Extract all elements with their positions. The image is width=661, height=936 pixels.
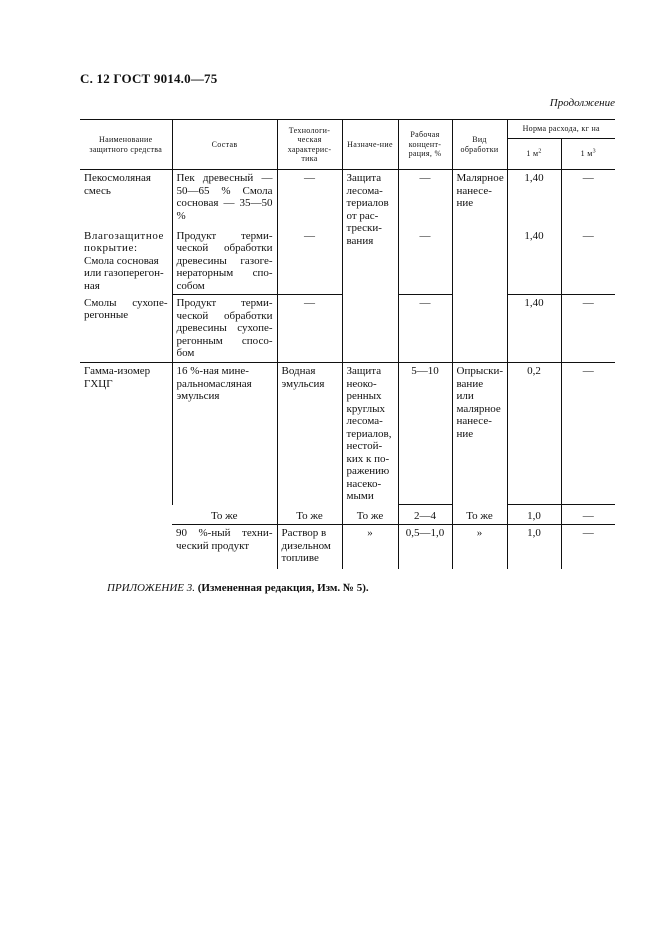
header-tech: Технологи-ческая характерис-тика bbox=[277, 120, 342, 170]
row-m2: 1,40 bbox=[507, 295, 561, 363]
row-m3: — bbox=[561, 505, 615, 525]
row-purpose: Защита неоко-ренных круглых лесома-териалов, нестой-ких к по-ражению насеко-мыми bbox=[342, 363, 398, 505]
row-tech: — bbox=[277, 295, 342, 363]
row-concentration: — bbox=[398, 228, 452, 295]
row-purpose: Защита лесома-териалов от рас-трески-вания bbox=[342, 170, 398, 363]
header-norm-m2: 1 $м^2$ bbox=[507, 139, 561, 170]
row-m2: 1,40 bbox=[507, 170, 561, 228]
header-treatment: Вид обработки bbox=[452, 120, 507, 170]
row-composition: 16 %-ная мине-ральномасляная эмульсия bbox=[172, 363, 277, 505]
header-norm: Норма расхода, кг на bbox=[507, 120, 615, 139]
row-name: Влагозащитное покрытие: Смола сосновая или газоперегон-ная bbox=[84, 229, 165, 292]
row-m2: 1,0 bbox=[507, 505, 561, 525]
row-m3: — bbox=[561, 295, 615, 363]
row-composition: 90 %-ный техни-ческий продукт bbox=[176, 527, 273, 552]
row-composition: То же bbox=[172, 505, 277, 525]
row-tech: То же bbox=[277, 505, 342, 525]
row-m3: — bbox=[561, 170, 615, 228]
header-norm-m3: 1 $м^3$ bbox=[561, 139, 615, 170]
row-treatment: Опрыски-вание или малярное нанесе-ние bbox=[452, 363, 507, 505]
row-composition: Пек древесный — 50—65 % Смола сосновая — 35—50 % bbox=[172, 170, 277, 228]
row-m3: — bbox=[561, 228, 615, 295]
table-row bbox=[80, 363, 615, 505]
row-name: Пекосмоляная смесь bbox=[84, 172, 151, 197]
row-tech: Водная эмульсия bbox=[277, 363, 342, 505]
row-treatment: Малярное нанесе-ние bbox=[452, 170, 507, 363]
header-purpose: Назначе-ние bbox=[342, 120, 398, 170]
row-treatment: То же bbox=[452, 505, 507, 525]
row-m2: 0,2 bbox=[507, 363, 561, 505]
protective-agents-table bbox=[80, 119, 615, 569]
row-concentration: — bbox=[398, 170, 452, 228]
row-treatment: » bbox=[452, 525, 507, 569]
row-purpose: То же bbox=[342, 505, 398, 525]
row-tech: Раствор в дизельном топливе bbox=[277, 525, 342, 569]
row-m3: — bbox=[561, 525, 615, 569]
row-tech: — bbox=[277, 228, 342, 295]
row-composition: Продукт терми-ческой обработки древесины сухопе-регонным спосо-бом bbox=[172, 295, 277, 363]
header-name: Наименование защитного средства bbox=[80, 120, 172, 170]
row-name: Гамма-изомер ГХЦГ bbox=[84, 365, 151, 390]
row-concentration: — bbox=[398, 295, 452, 363]
row-m2: 1,40 bbox=[507, 228, 561, 295]
row-m3: — bbox=[561, 363, 615, 505]
row-m2: 1,0 bbox=[507, 525, 561, 569]
footnote-label: ПРИЛОЖЕНИЕ 3. bbox=[107, 582, 195, 594]
footnote bbox=[107, 582, 369, 594]
footnote-text: (Измененная редакция, Изм. № 5). bbox=[197, 582, 369, 594]
row-concentration: 0,5—1,0 bbox=[398, 525, 452, 569]
header-composition: Состав bbox=[172, 120, 277, 170]
row-tech: — bbox=[277, 170, 342, 228]
page-header: С. 12 ГОСТ 9014.0—75 bbox=[80, 71, 218, 86]
continuation-label: Продолжение bbox=[549, 97, 615, 109]
row-composition: Продукт терми-ческой обработки древесины газоге-нераторным спо-собом bbox=[172, 228, 277, 295]
header-concentration: Рабочая концент-рация, % bbox=[398, 120, 452, 170]
row-concentration: 5—10 bbox=[398, 363, 452, 505]
row-name: Смолы сухопе-регонные bbox=[80, 295, 172, 363]
row-purpose: » bbox=[342, 525, 398, 569]
row-concentration: 2—4 bbox=[398, 505, 452, 525]
table-row bbox=[80, 170, 615, 228]
